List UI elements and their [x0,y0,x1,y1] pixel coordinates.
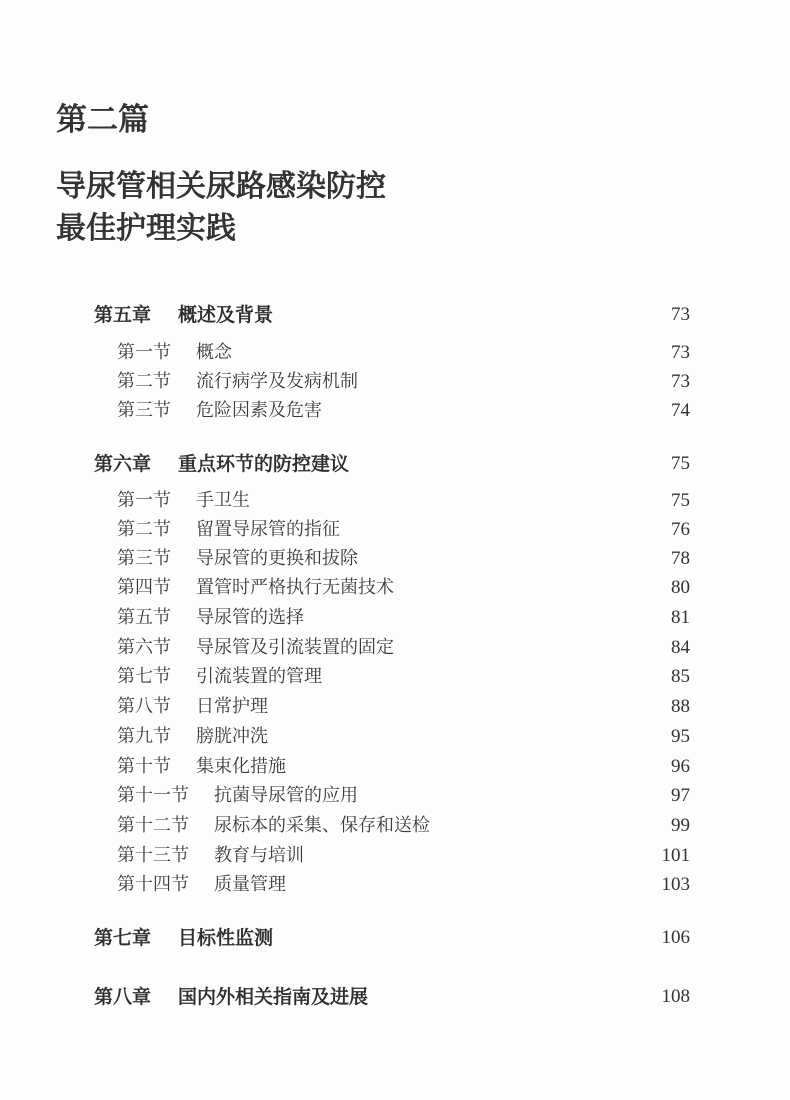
toc-section-5-1[interactable] [0,339,790,367]
section-name: 留置导尿管的指征 [196,519,340,540]
toc-chapter-6[interactable] [0,450,790,478]
section-name: 尿标本的采集、保存和送检 [214,815,430,836]
toc-chapter-8[interactable] [0,983,790,1011]
section-page-number: 99 [671,815,690,836]
toc-section-6-14[interactable] [0,871,790,899]
section-name: 质量管理 [214,874,286,895]
section-page-number: 78 [671,548,690,569]
toc-section-6-12[interactable] [0,812,790,840]
section-page-number: 73 [671,342,690,363]
section-page-number: 73 [671,371,690,392]
section-page-number: 88 [671,696,690,717]
part-subtitle-line-1: 导尿管相关尿路感染防控 [56,169,386,204]
section-name: 引流装置的管理 [196,666,322,687]
section-label: 第四节 [117,577,171,598]
part-title: 第二篇 [56,102,149,138]
section-label: 第十三节 [117,845,189,866]
toc-section-6-7[interactable] [0,663,790,691]
toc-section-6-4[interactable] [0,574,790,602]
chapter-name: 目标性监测 [178,927,274,949]
section-label: 第一节 [117,342,171,363]
section-page-number: 97 [671,785,690,806]
toc-section-5-2[interactable] [0,368,790,396]
toc-section-6-13[interactable] [0,842,790,870]
chapter-name: 概述及背景 [178,304,274,326]
part-subtitle-line-2: 最佳护理实践 [56,211,236,246]
section-label: 第十一节 [117,785,189,806]
section-label: 第三节 [117,548,171,569]
section-page-number: 101 [661,845,690,866]
section-label: 第三节 [117,400,171,421]
section-page-number: 84 [671,637,690,658]
section-label: 第二节 [117,519,171,540]
chapter-label: 第七章 [94,927,152,949]
chapter-name: 国内外相关指南及进展 [178,986,369,1008]
section-label: 第六节 [117,637,171,658]
chapter-page-number: 75 [671,453,690,474]
section-label: 第八节 [117,696,171,717]
section-name: 日常护理 [196,696,268,717]
section-page-number: 81 [671,607,690,628]
chapter-label: 第六章 [94,453,152,475]
toc-chapter-7[interactable] [0,924,790,952]
section-name: 危险因素及危害 [196,400,322,421]
section-name: 抗菌导尿管的应用 [214,785,358,806]
section-name: 概念 [196,342,232,363]
chapter-page-number: 108 [661,986,690,1007]
toc-chapter-5[interactable] [0,301,790,329]
section-label: 第十四节 [117,874,189,895]
section-label: 第十节 [117,756,171,777]
chapter-page-number: 106 [661,927,690,948]
chapter-label: 第五章 [94,304,152,326]
section-name: 导尿管的选择 [196,607,304,628]
section-name: 置管时严格执行无菌技术 [196,577,394,598]
toc-section-6-11[interactable] [0,782,790,810]
section-label: 第十二节 [117,815,189,836]
toc-section-6-5[interactable] [0,604,790,632]
section-page-number: 95 [671,726,690,747]
chapter-name: 重点环节的防控建议 [178,453,350,475]
section-page-number: 103 [661,874,690,895]
section-name: 导尿管及引流装置的固定 [196,637,394,658]
toc-section-6-10[interactable] [0,753,790,781]
toc-section-6-1[interactable] [0,487,790,515]
chapter-page-number: 73 [671,304,690,325]
section-label: 第二节 [117,371,171,392]
section-label: 第五节 [117,607,171,628]
section-page-number: 96 [671,756,690,777]
section-label: 第一节 [117,490,171,511]
toc-section-6-8[interactable] [0,693,790,721]
toc-section-6-3[interactable] [0,545,790,573]
section-name: 膀胱冲洗 [196,726,268,747]
section-page-number: 76 [671,519,690,540]
section-name: 集束化措施 [196,756,286,777]
section-page-number: 80 [671,577,690,598]
chapter-label: 第八章 [94,986,152,1008]
toc-section-6-6[interactable] [0,634,790,662]
toc-section-6-9[interactable] [0,723,790,751]
section-page-number: 85 [671,666,690,687]
section-page-number: 75 [671,490,690,511]
toc-section-5-3[interactable] [0,397,790,425]
section-label: 第七节 [117,666,171,687]
section-name: 流行病学及发病机制 [196,371,358,392]
toc-section-6-2[interactable] [0,516,790,544]
section-name: 手卫生 [196,490,250,511]
section-page-number: 74 [671,400,690,421]
section-label: 第九节 [117,726,171,747]
section-name: 导尿管的更换和拔除 [196,548,358,569]
section-name: 教育与培训 [214,845,304,866]
